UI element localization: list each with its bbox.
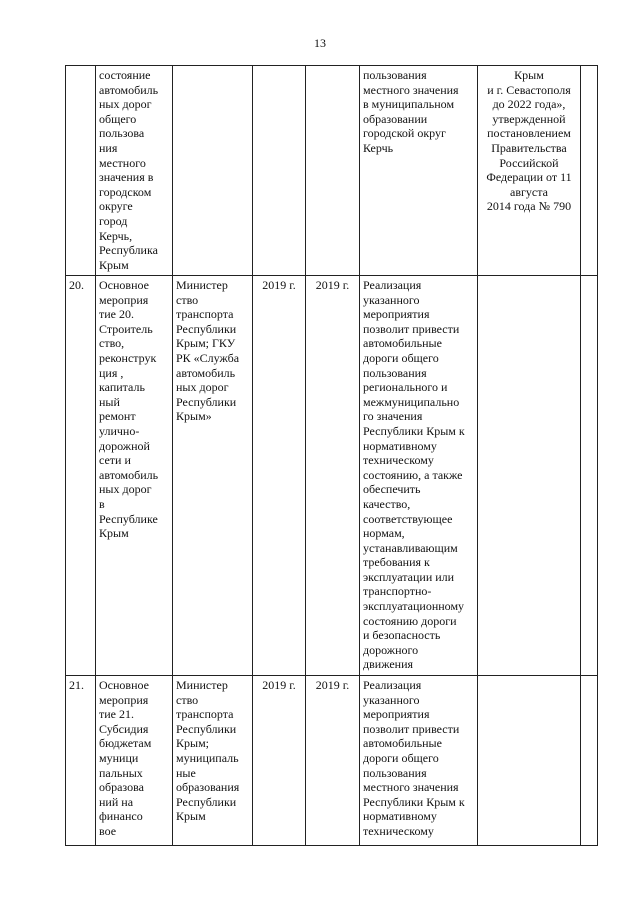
program-reference: Крым и г. Севастополя до 2022 года», утвержденной постановлением Правительства Российской Федерации от 11 августа 2014 года № 790 [478,66,581,276]
program-reference [478,676,581,846]
row-number: 21. [66,676,96,846]
start-year: 2019 г. [253,276,306,676]
expected-result: Реализация указанного мероприятия позволит привести автомобильные дороги общего пользования регионального и межмуниципально го значения Республики Крым к нормативному техническому состоянию, а также обеспечить качество, соответствующее нормам, устанавливающим требования к эксплуатации или транспортно- эксплуатационному состоянию дороги и безопасность дорожного движения [360,276,478,676]
row-number: 20. [66,276,96,676]
row-number [66,66,96,276]
expected-result: Реализация указанного мероприятия позволит привести автомобильные дороги общего пользования местного значения Республики Крым к нормативному техническому [360,676,478,846]
end-year [306,66,360,276]
executor: Министер ство транспорта Республики Крым; муниципаль ные образования Республики Крым [173,676,253,846]
extra-cell [581,676,598,846]
measure-name: Основное мероприя тие 20. Строитель ство, реконструк ция , капиталь ный ремонт улично- дорожной сети и автомобиль ных дорог в Республике Крым [96,276,173,676]
extra-cell [581,276,598,676]
page-number: 13 [314,36,326,50]
end-year: 2019 г. [306,676,360,846]
expected-result: пользования местного значения в муниципальном образовании городской округ Керчь [360,66,478,276]
start-year [253,66,306,276]
start-year: 2019 г. [253,676,306,846]
extra-cell [581,66,598,276]
measure-name: Основное мероприя тие 21. Субсидия бюджетам муници пальных образова ний на финансо вое [96,676,173,846]
measure-name: состояние автомобиль ных дорог общего пользова ния местного значения в городском округе город Керчь, Республика Крым [96,66,173,276]
table-row [66,66,598,276]
table-row [66,276,598,676]
program-reference [478,276,581,676]
table-row [66,676,598,846]
executor: Министер ство транспорта Республики Крым; ГКУ РК «Служба автомобиль ных дорог Республики Крым» [173,276,253,676]
measures-table [65,65,598,846]
end-year: 2019 г. [306,276,360,676]
executor [173,66,253,276]
